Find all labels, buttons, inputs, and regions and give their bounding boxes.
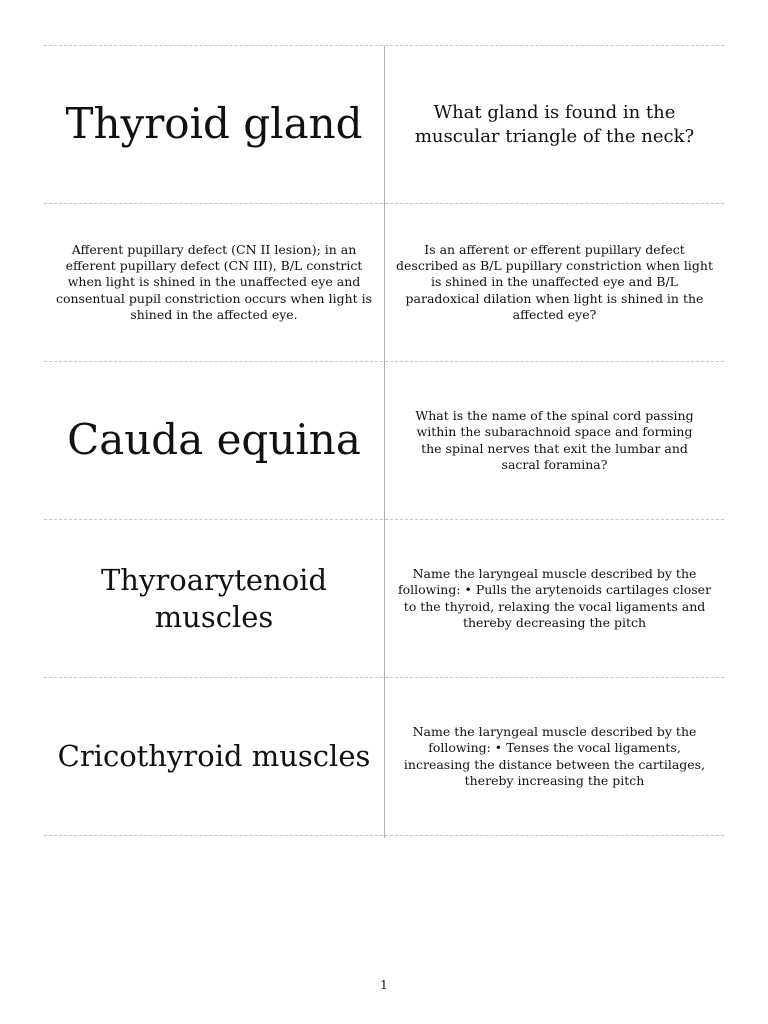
answer-text: Cricothyroid muscles (57, 739, 371, 774)
card-question (385, 204, 724, 361)
flashcard-row (44, 362, 724, 520)
card-answer (44, 46, 384, 203)
flashcard-row (44, 678, 724, 836)
answer-text: Thyroarytenoid muscles (100, 563, 328, 634)
answer-text: Thyroid gland (65, 99, 363, 149)
flashcard-row (44, 204, 724, 362)
card-question (385, 678, 724, 835)
card-question (385, 362, 724, 519)
answer-text: Afferent pupillary defect (CN II lesion); in an efferent pupillary defect (CN III), B/L constrict when light is shined in the unaffected eye and consentual pupil constriction occurs when light is shined in the affected eye. (55, 241, 373, 322)
page-number: 1 (380, 978, 388, 992)
question-text: Name the laryngeal muscle described by the following: • Tenses the vocal ligaments, increasing the distance between the cartilages, thereby increasing the pitch (403, 724, 706, 788)
card-question (385, 46, 724, 203)
card-answer (44, 204, 384, 361)
flashcard-row (44, 520, 724, 678)
card-question (385, 520, 724, 677)
flashcard-row (44, 46, 724, 204)
question-text: Name the laryngeal muscle described by the following: • Pulls the arytenoids cartilages closer to the thyroid, relaxing the vocal ligaments and thereby decreasing the pitch (397, 566, 712, 630)
question-text: Is an afferent or efferent pupillary defect described as B/L pupillary constriction when light is shined in the unaffected eye and B/L paradoxical dilation when light is shined in the affected eye? (396, 241, 713, 322)
flashcard-sheet (44, 45, 724, 838)
card-answer (44, 678, 384, 835)
question-text: What gland is found in the muscular triangle of the neck? (414, 102, 695, 147)
card-answer (44, 520, 384, 677)
card-answer (44, 362, 384, 519)
question-text: What is the name of the spinal cord passing within the subarachnoid space and forming the spinal nerves that exit the lumbar and sacral foramina? (415, 408, 694, 472)
answer-text: Cauda equina (67, 415, 361, 465)
